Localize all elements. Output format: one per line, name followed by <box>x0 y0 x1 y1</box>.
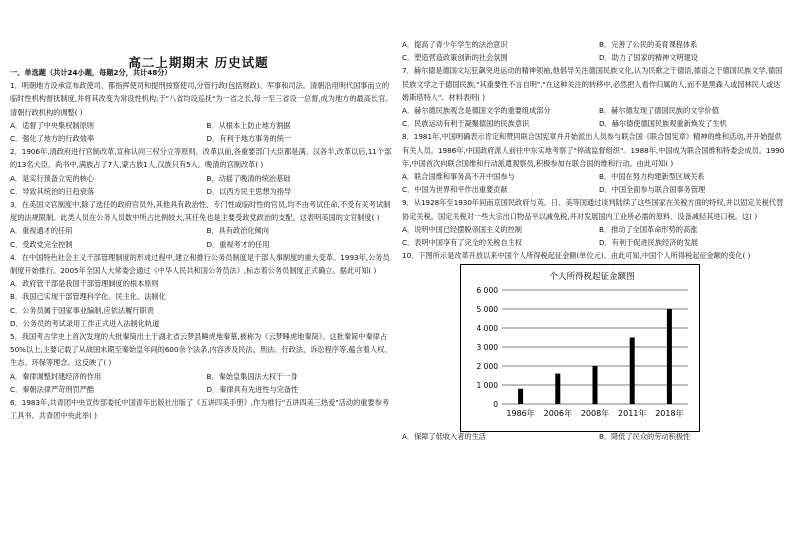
option[interactable]: C．民族运动有利于凝聚德国的民族意识 <box>402 119 530 129</box>
option[interactable]: B．赫尔德发现了德国民族的文学价值 <box>599 106 719 116</box>
question-7-options <box>402 104 786 130</box>
option[interactable]: D．赫尔德使德国民族观重新焕发了生机 <box>599 119 727 129</box>
left-column <box>10 66 393 422</box>
option[interactable]: B．具有政治化倾向 <box>206 226 269 236</box>
option[interactable]: B．推动了全国革命形势的高涨 <box>599 224 698 234</box>
option[interactable]: B．动摇了晚清的统治基础 <box>206 173 291 183</box>
x-tick-label: 2008年 <box>580 409 610 419</box>
question-5-options <box>10 370 393 396</box>
x-tick-label: 2011年 <box>618 409 647 419</box>
option[interactable]: C．强化了地方的行政效率 <box>10 134 95 144</box>
option[interactable]: B．降低了民众的劳动积极性 <box>599 432 691 442</box>
option[interactable]: A．政府管干部是我国干部管理制度的根本原则 <box>10 279 159 289</box>
x-tick-label: 2006年 <box>543 409 572 419</box>
question-3: 3．在美国文官制度中,除了选任的政府官员外,其他具有政治性、专门性或临时性的官员,均不由考试任命,不受有关考试制度的法规限制。此类人员在公务人员数中所占比例较大,其任免也是主要受政党政治的支配。这表明美国的文官制度( ) <box>10 200 391 223</box>
option[interactable]: D．助力了国家的精神文明建设 <box>599 53 698 63</box>
option[interactable]: A．重视通才的任用 <box>10 226 73 236</box>
question-9-options <box>402 223 786 249</box>
option[interactable]: D．中国全面参与联合国事务管理 <box>599 185 706 195</box>
option[interactable]: D．公务员的考试录用工作正式进入法制化轨道 <box>10 318 160 328</box>
question-6-options <box>402 38 786 64</box>
option[interactable]: B．中国在努力构建新型区域关系 <box>599 172 705 182</box>
option[interactable]: A．联合国维和事务高不开中国参与 <box>402 172 515 182</box>
option[interactable]: D．以西方民主思想为指导 <box>206 186 292 196</box>
option[interactable]: A．说明中国已经摆脱帝国主义的控制 <box>402 224 522 234</box>
question-8: 8．1981年,中国明确表示肯定和赞同联合国宪章并开始派出人员参与联合国《联合国宪章》精神的维和活动,并开始提供有关人员。1986年,中国政府派人前往中东实地考察了"停战监督组织"。1988年,中国成为联合国维和特委会成员。1990年,中国首次向联合国维和行动派遣观察员,积极参加在联合国的维和行动。由此可知( ) <box>402 132 785 168</box>
question-10: 10．下图所示是改革开放以来中国个人所得税起征金额(单位元)。由此可知,中国个人所得税起征金额的变化( ) <box>402 251 751 261</box>
question-6: 6．1983年,共青团中央宣传部委托中国青年出版社出版了《五讲四美手册》,作为推行"五讲四美三热爱"活动的重要参考工具书。共青团中央此举( ) <box>10 398 390 421</box>
section-heading: 一、单选题（共计24小题，每题2分，共计48分） <box>10 68 172 77</box>
option[interactable]: D．有利于促进民族经济的发展 <box>599 238 698 248</box>
question-2: 2．1906年,清政府进行官制改革,宣称认同三权分立等原则。改革以前,各重要部门大臣都是满、汉各半,改革以后,11个部的13名大臣、尚书中,满族占了7人,蒙古族1人,汉族只有5人。晚清的官制改革( ) <box>10 147 392 170</box>
option[interactable]: C．中国为世界和平作出重要贡献 <box>402 185 508 195</box>
option[interactable]: D．秦律具有先进性与完备性 <box>206 384 299 394</box>
y-tick-label: 1 000 <box>476 381 498 391</box>
question-4-options <box>10 277 393 330</box>
page-title: 高二上期期末 历史试题 <box>128 55 269 70</box>
y-tick-label: 2 000 <box>476 362 498 372</box>
x-tick-label: 2018年 <box>655 409 684 419</box>
bar <box>555 374 560 404</box>
option[interactable]: C．表明中国享有了完全的关税自主权 <box>402 238 523 248</box>
bar <box>518 389 523 404</box>
question-4: 4．在中国特色社会主义干部管理制度的形成过程中,建立和推行公务员制度是干部人事制度的重大变革。1993年,公务员制度开始推行。2005年全国人大常委会通过《中华人民共和国公务员法》,标志着公务员制度正式确立。据此可知( ) <box>10 252 390 276</box>
option[interactable]: C．导致其统治的日趋衰落 <box>10 186 95 196</box>
option[interactable]: A．是实行预备立宪的核心 <box>10 173 94 183</box>
option[interactable]: D．有利于地方事务的统一 <box>206 134 292 144</box>
option[interactable]: A．秦律调整封建经济的作用 <box>10 371 102 381</box>
y-tick-label: 5 000 <box>476 305 498 315</box>
question-2-options <box>10 172 393 198</box>
bar <box>630 338 635 405</box>
option[interactable]: C．公务员属于国家事业编制,应依法履行职责 <box>10 305 154 315</box>
x-tick-label: 1986年 <box>506 409 535 419</box>
option[interactable]: A．保障了低收入者的生活 <box>402 432 486 442</box>
question-8-options <box>402 170 786 196</box>
option[interactable]: D．重视考才的任用 <box>206 239 270 249</box>
option[interactable]: B．秦始皇集国法大权于一身 <box>206 371 298 381</box>
option[interactable]: C．秦朝法律严苛刑罚严酷 <box>10 384 95 394</box>
tax-threshold-chart <box>460 264 700 432</box>
bar <box>667 309 672 404</box>
y-tick-label: 6 000 <box>476 286 498 296</box>
option[interactable]: B．完善了公民的美育课程体系 <box>599 40 698 49</box>
option[interactable]: A．提高了青少年学生的法治意识 <box>402 40 508 49</box>
y-tick-label: 3 000 <box>476 343 498 353</box>
option[interactable]: A．赫尔德民族观念是德国文学的重要组成部分 <box>402 106 551 116</box>
y-tick-label: 4 000 <box>476 324 498 334</box>
right-column <box>402 38 786 444</box>
option[interactable]: B．从根本上防止地方割据 <box>206 120 291 130</box>
question-5: 5．我国考古学史上首次发现的大批秦简出土于湖北省云梦县睡虎地秦墓,被称为《云梦睡虎地秦简》。这批秦简中秦律占50%以上,主要记载了从战国末期至秦始皇年间的600余个法条,内容涉及民法、刑法、行政法、诉讼程序等,蕴含着人权、生态、环保等理念。这反映了( ) <box>10 332 392 368</box>
question-1-options <box>10 119 393 145</box>
question-7: 7．赫尔德是德国文坛狂飙突进运动的精神领袖,他倡导关注德国民族文化,认为民歌之于德语,德语之于德国民族文学,德国民族文学之于德国民族,"其重要性不言自明","在这种关注的转移中,必然把人看作归属的人,而不是黑森人或园林民人或达姆斯塔特人"。材料表明( ) <box>402 66 783 102</box>
question-3-options <box>10 224 393 250</box>
bar <box>593 366 598 404</box>
option[interactable]: C．受政党完全控制 <box>10 239 73 249</box>
y-tick-label: 0 <box>493 400 498 410</box>
option[interactable]: A．适督了中央集权制原则 <box>10 120 94 130</box>
option[interactable]: C．塑造营造政策创新的社会氛围 <box>402 53 508 63</box>
question-1: 1．明朝地方设承宣布政使司、都指挥使司和提刑按察使司,分管行政(包括财政)、军事和司法。清朝沿用明代国事而立的临时性机构督抚制度,并将其改变为常设性机构;于"八省均设巡抚"为一省之长,每一至三省设一总督,成为地方的最高长官。清朝行政机构的调整( ) <box>10 81 393 117</box>
question-9: 9．从1928年至1930年间南京国民政府与英、日、美等国通过谈判陆续了这些国家在关税方面的特权,并以固定关税代替协定关税。国定关税对一些大宗出口物品平以减免税,并对发展国内工业所必需的原料、设备减轻其进口税。这( ) <box>402 198 784 221</box>
option[interactable]: B．我国已实现干部管理科学化、民主化、法制化 <box>10 292 166 302</box>
chart-container <box>402 262 786 430</box>
chart-title: 个人所得税起征金额图 <box>549 272 635 283</box>
